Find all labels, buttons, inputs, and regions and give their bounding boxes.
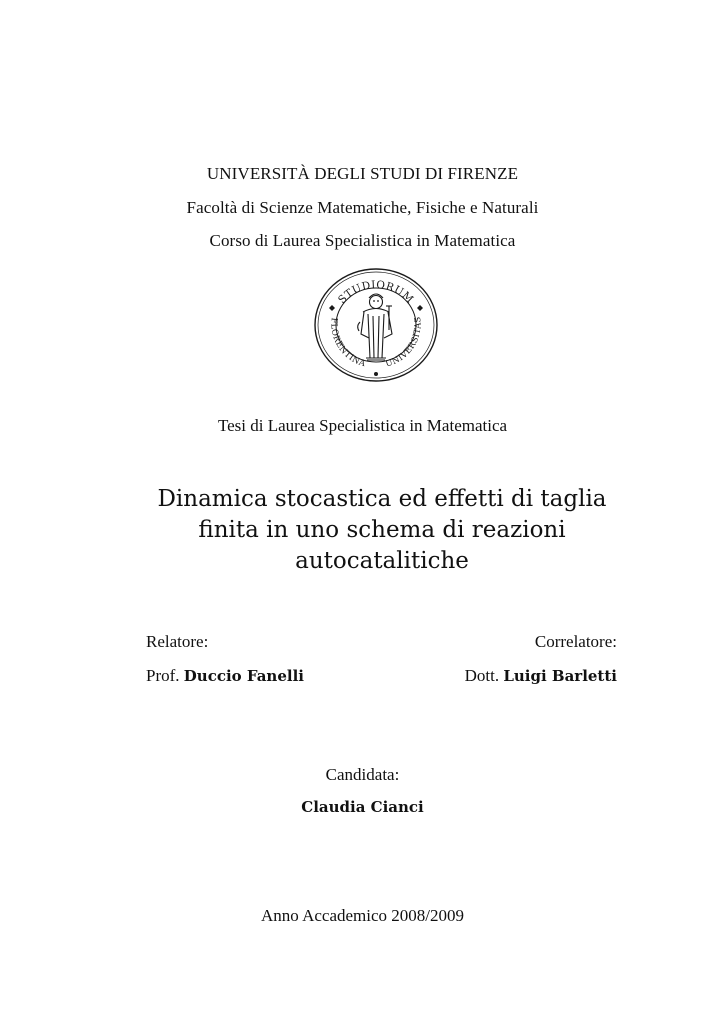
faculty-name: Facoltà di Scienze Matematiche, Fisiche e Naturali: [186, 198, 539, 217]
correlatore-title: Dott.: [464, 666, 500, 685]
correlatore-label: Correlatore:: [534, 632, 617, 651]
thesis-type: Tesi di Laurea Specialistica in Matematica: [217, 416, 508, 435]
relatore: [146, 666, 304, 686]
university-seal-icon: [311, 266, 441, 384]
academic-year: Anno Accademico 2008/2009: [260, 906, 464, 925]
correlatore-name: Luigi Barletti: [503, 667, 617, 685]
relatore-title: Prof.: [146, 666, 180, 685]
correlatore: [465, 666, 617, 686]
university-name: UNIVERSITÀ DEGLI STUDI DI FIRENZE: [206, 164, 519, 183]
thesis-title-line: finita in uno schema di reazioni: [198, 517, 566, 543]
seal-top-text: STUDIORUM: [335, 278, 416, 307]
candidate-name: Claudia Cianci: [301, 798, 424, 816]
relatore-label: Relatore:: [146, 632, 209, 651]
thesis-title-line: autocatalitiche: [295, 548, 469, 574]
thesis-title: [112, 484, 652, 577]
course-name: Corso di Laurea Specialistica in Matematica: [209, 231, 516, 250]
candidate-label: Candidata:: [325, 765, 400, 784]
thesis-title-line: Dinamica stocastica ed effetti di taglia: [157, 486, 607, 512]
seal-left-text: FLORENTINA: [328, 317, 367, 370]
seal-right-text: UNIVERSITAS: [384, 315, 424, 370]
relatore-name: Duccio Fanelli: [183, 667, 304, 685]
